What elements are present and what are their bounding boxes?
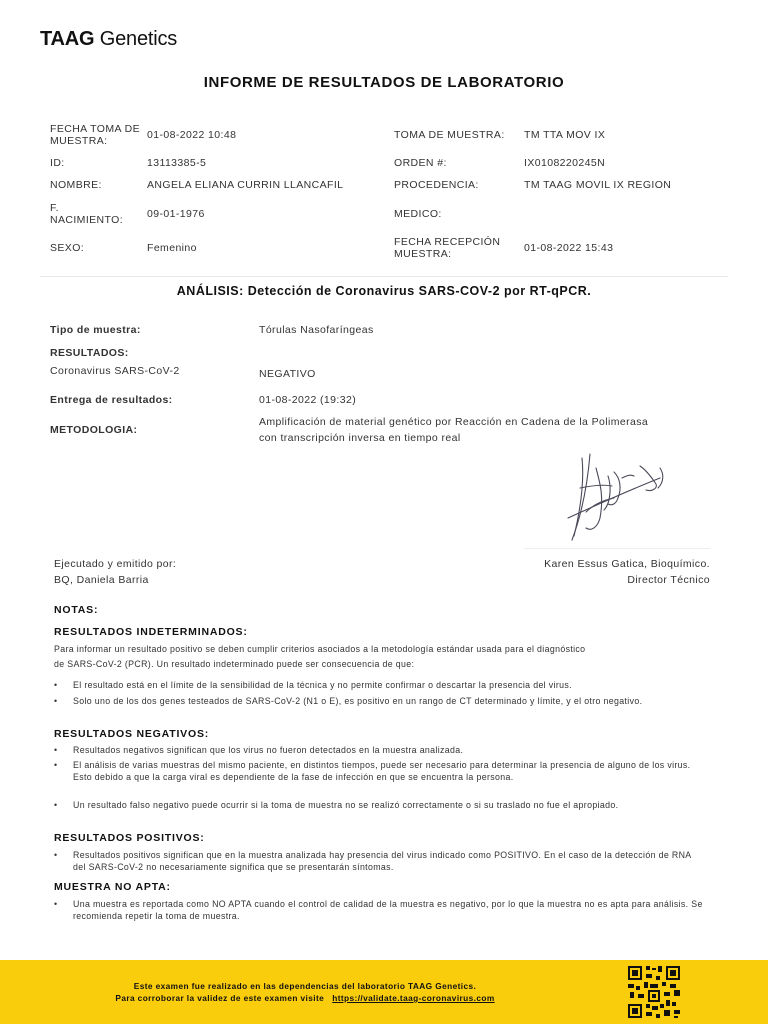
entrega-value: 01-08-2022 (19:32) (259, 394, 357, 406)
indeterminados-para-1: Para informar un resultado positivo se deben cumplir criterios asociados a la metodología estándar usada para el diagnóstico (54, 644, 586, 654)
signature-line (524, 548, 710, 549)
brand-logo: TAAG Genetics (40, 28, 178, 50)
negativos-bullet-2: • El análisis de varias muestras del mismo paciente, en distintos tiempos, puede ser necesario para determinar la presencia de alguno de los virus. Esto debido a que la carga viral es dependiente de la fase de infección en que se encuentra la persona. (54, 760, 708, 783)
footer-line-2 (70, 992, 540, 1004)
metodologia-line1: Amplificación de material genético por Reacción en Cadena de la Polimerasa (259, 416, 649, 428)
validation-link[interactable]: https://validate.taag-coronavirus.com (332, 993, 495, 1003)
nombre-label: NOMBRE: (50, 179, 102, 191)
positivos-heading: RESULTADOS POSITIVOS: (54, 832, 205, 844)
nacimiento-label: F. NACIMIENTO: (50, 202, 124, 226)
noapta-bullet-1: • Una muestra es reportada como NO APTA cuando el control de calidad de la muestra es negativo, por lo que la muestra no es apta para análisis. Se recomienda repetir la toma de muestra. (54, 899, 708, 922)
negativos-bullet-1: • Resultados negativos significan que los virus no fueron detectados en la muestra analizada. (54, 745, 704, 757)
divider (40, 276, 728, 277)
sexo-value: Femenino (147, 242, 197, 254)
entrega-label: Entrega de resultados: (50, 394, 173, 406)
indeterminados-heading: RESULTADOS INDETERMINADOS: (54, 626, 248, 638)
indeterminados-bullet-2: • Solo uno de los dos genes testeados de SARS-CoV-2 (N1 o E), es positivo en un rango de CT determinado y límite, y el otro negativo. (54, 696, 694, 708)
report-title: INFORME DE RESULTADOS DE LABORATORIO (203, 74, 565, 91)
positivos-bullet-1: • Resultados positivos significan que en la muestra analizada hay presencia del virus indicado como POSITIVO. En el caso de la detección de RNA del SARS-CoV-2 no necesariamente significa que se presentarán síntomas. (54, 850, 704, 873)
nacimiento-value: 09-01-1976 (147, 208, 205, 220)
sexo-label: SEXO: (50, 242, 85, 254)
recepcion-value: 01-08-2022 15:43 (524, 242, 614, 254)
emitido-por-label: Ejecutado y emitido por: (54, 558, 177, 570)
tipo-muestra-value: Tórulas Nasofaríngeas (259, 324, 374, 336)
indeterminados-para-2: de SARS-CoV-2 (PCR). Un resultado indeterminado puede ser consecuencia de que: (54, 659, 415, 669)
tipo-muestra-label: Tipo de muestra: (50, 324, 141, 336)
procedencia-label: PROCEDENCIA: (394, 179, 479, 191)
noapta-heading: MUESTRA NO APTA: (54, 881, 171, 893)
emitido-por-name: BQ, Daniela Barria (54, 574, 149, 586)
orden-label: ORDEN #: (394, 157, 447, 169)
metodologia-label: METODOLOGIA: (50, 424, 138, 436)
negativos-heading: RESULTADOS NEGATIVOS: (54, 728, 210, 740)
nombre-value: ANGELA ELIANA CURRIN LLANCAFIL (147, 179, 344, 191)
analysis-title: ANÁLISIS: Detección de Coronavirus SARS-COV-2 por RT-qPCR. (176, 284, 592, 298)
procedencia-value: TM TAAG MOVIL IX REGION (524, 179, 672, 191)
orden-value: IX0108220245N (524, 157, 606, 169)
footer-text (70, 980, 540, 1004)
negativos-bullet-3: • Un resultado falso negativo puede ocurrir si la toma de muestra no se realizó correctamente o si su traslado no fue el apropiado. (54, 800, 694, 812)
analito-name: Coronavirus SARS-CoV-2 (50, 365, 180, 377)
recepcion-label: FECHA RECEPCIÓN MUESTRA: (394, 236, 501, 260)
id-label: ID: (50, 157, 65, 169)
toma-muestra-value: TM TTA MOV IX (524, 129, 606, 141)
resultados-label: RESULTADOS: (50, 347, 129, 359)
notes-heading: NOTAS: (54, 604, 99, 616)
fecha-toma-value: 01-08-2022 10:48 (147, 129, 237, 141)
director-title: Director Técnico (627, 574, 710, 586)
handwritten-signature (560, 448, 675, 548)
director-name: Karen Essus Gatica, Bioquímico. (544, 558, 710, 570)
metodologia-line2: con transcripción inversa en tiempo real (259, 432, 461, 444)
indeterminados-bullet-1: • El resultado está en el límite de la sensibilidad de la técnica y no permite confirmar o descartar la presencia del virus. (54, 680, 704, 692)
fecha-toma-label: FECHA TOMA DE MUESTRA: (50, 123, 140, 147)
resultado-value: NEGATIVO (259, 368, 316, 380)
toma-muestra-label: TOMA DE MUESTRA: (394, 129, 505, 141)
medico-label: MEDICO: (394, 208, 442, 220)
footer-line-2-prefix: Para corroborar la validez de este examen visite (115, 993, 325, 1003)
qr-code-icon[interactable] (626, 964, 682, 1020)
id-value: 13113385-5 (147, 157, 207, 169)
footer-line-1: Este examen fue realizado en las dependencias del laboratorio TAAG Genetics. (133, 981, 477, 991)
